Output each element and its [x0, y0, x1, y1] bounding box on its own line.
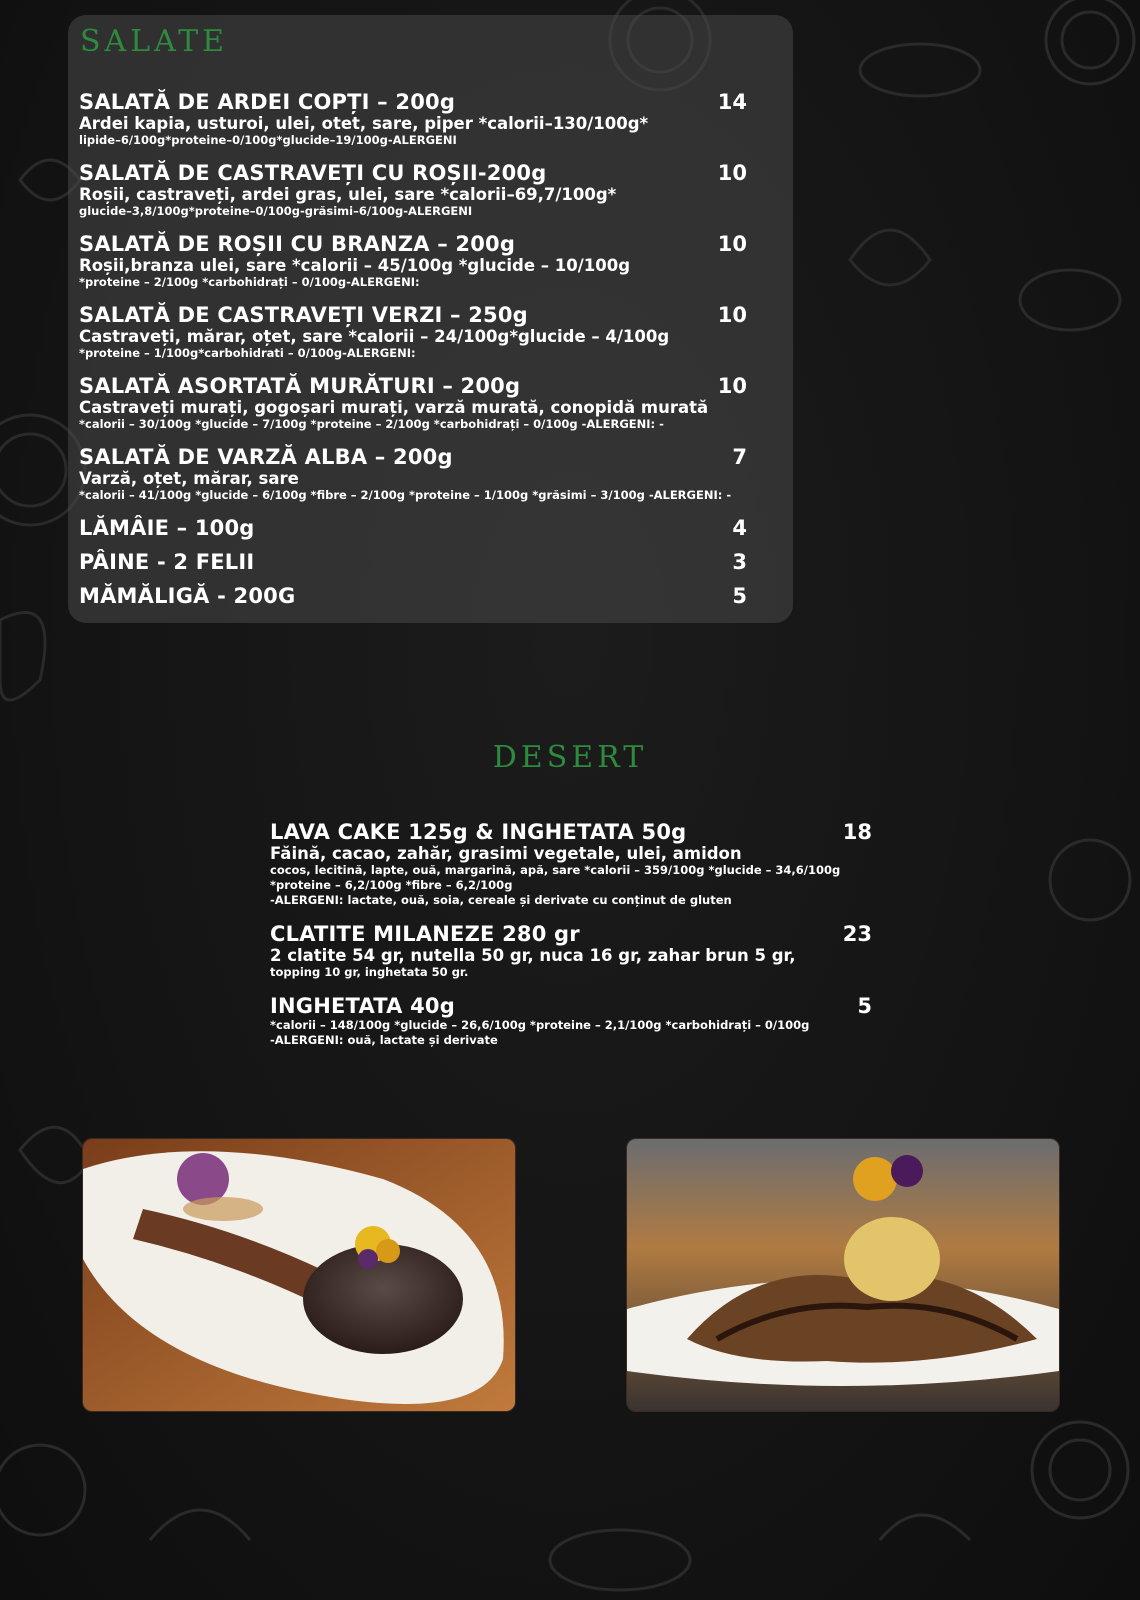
menu-item	[79, 516, 747, 540]
menu-item	[79, 584, 747, 608]
item-nutrition: topping 10 gr, inghetata 50 gr.	[270, 965, 469, 979]
item-nutrition: *calorii – 41/100g *glucide – 6/100g *fibre – 2/100g *proteine – 1/100g *grăsimi – 3/100g -ALERGENI: -	[79, 488, 732, 502]
menu-item	[79, 90, 747, 148]
item-nutrition: *calorii – 148/100g *glucide – 26,6/100g *proteine – 2,1/100g *carbohidrați – 0/100g	[270, 1018, 810, 1032]
item-nutrition: cocos, lecitină, lapte, ouă, margarină, apă, sare *calorii – 359/100g *glucide – 34,6/100g	[270, 863, 841, 877]
item-price: 10	[717, 303, 747, 327]
item-name: SALATĂ DE CASTRAVEȚI VERZI – 250g	[79, 303, 528, 327]
item-price: 23	[842, 922, 872, 946]
item-description: Roșii,branza ulei, sare *calorii – 45/100g *glucide – 10/100g	[79, 256, 631, 275]
item-nutrition: lipide–6/100g*proteine–0/100g*glucide–19/100g-ALERGENI	[79, 133, 457, 147]
menu-item	[79, 303, 747, 361]
item-description: Ardei kapia, usturoi, ulei, otet, sare, piper *calorii–130/100g*	[79, 114, 649, 133]
item-price: 10	[717, 374, 747, 398]
menu-item	[270, 994, 872, 1048]
item-description: Castraveți murați, gogoșari murați, varză murată, conopidă murată	[79, 398, 709, 417]
item-nutrition: *proteine – 6,2/100g *fibre – 6,2/100g	[270, 878, 513, 892]
item-name: SALATĂ DE VARZĂ ALBA – 200g	[79, 445, 453, 469]
item-price: 3	[732, 550, 747, 574]
item-description: Roșii, castraveți, ardei gras, ulei, sare *calorii–69,7/100g*	[79, 185, 617, 204]
item-nutrition: *calorii – 30/100g *glucide – 7/100g *proteine – 2/100g *carbohidrați – 0/100g -ALERGENI: -	[79, 417, 664, 431]
desert-title: DESERT	[492, 740, 648, 775]
item-nutrition: glucide–3,8/100g*proteine–0/100g-grăsimi–6/100g-ALERGENI	[79, 204, 473, 218]
item-price: 10	[717, 232, 747, 256]
item-description: Castraveți, mărar, oțet, sare *calorii – 24/100g*glucide – 4/100g	[79, 327, 670, 346]
item-name: LAVA CAKE 125g & INGHETATA 50g	[270, 820, 687, 844]
menu-item	[79, 161, 747, 219]
item-price: 18	[842, 820, 872, 844]
clatite-milaneze-photo	[626, 1138, 1060, 1412]
item-name: PÂINE - 2 FELII	[79, 550, 255, 574]
item-name: SALATĂ DE ROȘII CU BRANZA – 200g	[79, 232, 516, 256]
item-price: 10	[717, 161, 747, 185]
item-nutrition: *proteine – 2/100g *carbohidrați – 0/100g-ALERGENI:	[79, 275, 420, 289]
item-name: SALATĂ DE CASTRAVEȚI CU ROȘII-200g	[79, 161, 547, 185]
item-price: 7	[732, 445, 747, 469]
item-name: CLATITE MILANEZE 280 gr	[270, 922, 580, 946]
menu-item	[79, 374, 747, 432]
menu-item	[79, 232, 747, 290]
item-name: LĂMÂIE – 100g	[79, 516, 255, 540]
item-allergens: -ALERGENI: ouă, lactate și derivate	[270, 1033, 498, 1047]
item-name: INGHETATA 40g	[270, 994, 455, 1018]
item-allergens: -ALERGENI: lactate, ouă, soia, cereale și derivate cu conținut de gluten	[270, 893, 732, 907]
item-description: Varză, oțet, mărar, sare	[79, 469, 299, 488]
item-price: 5	[732, 584, 747, 608]
item-name: SALATĂ ASORTATĂ MURĂTURI – 200g	[79, 374, 521, 398]
item-price: 4	[732, 516, 747, 540]
menu-item	[270, 820, 872, 908]
item-price: 5	[857, 994, 872, 1018]
item-name: SALATĂ DE ARDEI COPȚI – 200g	[79, 90, 456, 114]
menu-item	[270, 922, 872, 980]
menu-item	[79, 550, 747, 574]
lava-cake-photo	[82, 1138, 516, 1412]
item-price: 14	[717, 90, 747, 114]
menu-item	[79, 445, 747, 503]
salate-title: SALATE	[80, 24, 229, 59]
item-description: Făină, cacao, zahăr, grasimi vegetale, ulei, amidon	[270, 844, 742, 863]
item-description: 2 clatite 54 gr, nutella 50 gr, nuca 16 gr, zahar brun 5 gr,	[270, 946, 796, 965]
item-nutrition: *proteine – 1/100g*carbohidrati – 0/100g-ALERGENI:	[79, 346, 416, 360]
item-name: MĂMĂLIGĂ - 200G	[79, 584, 296, 608]
